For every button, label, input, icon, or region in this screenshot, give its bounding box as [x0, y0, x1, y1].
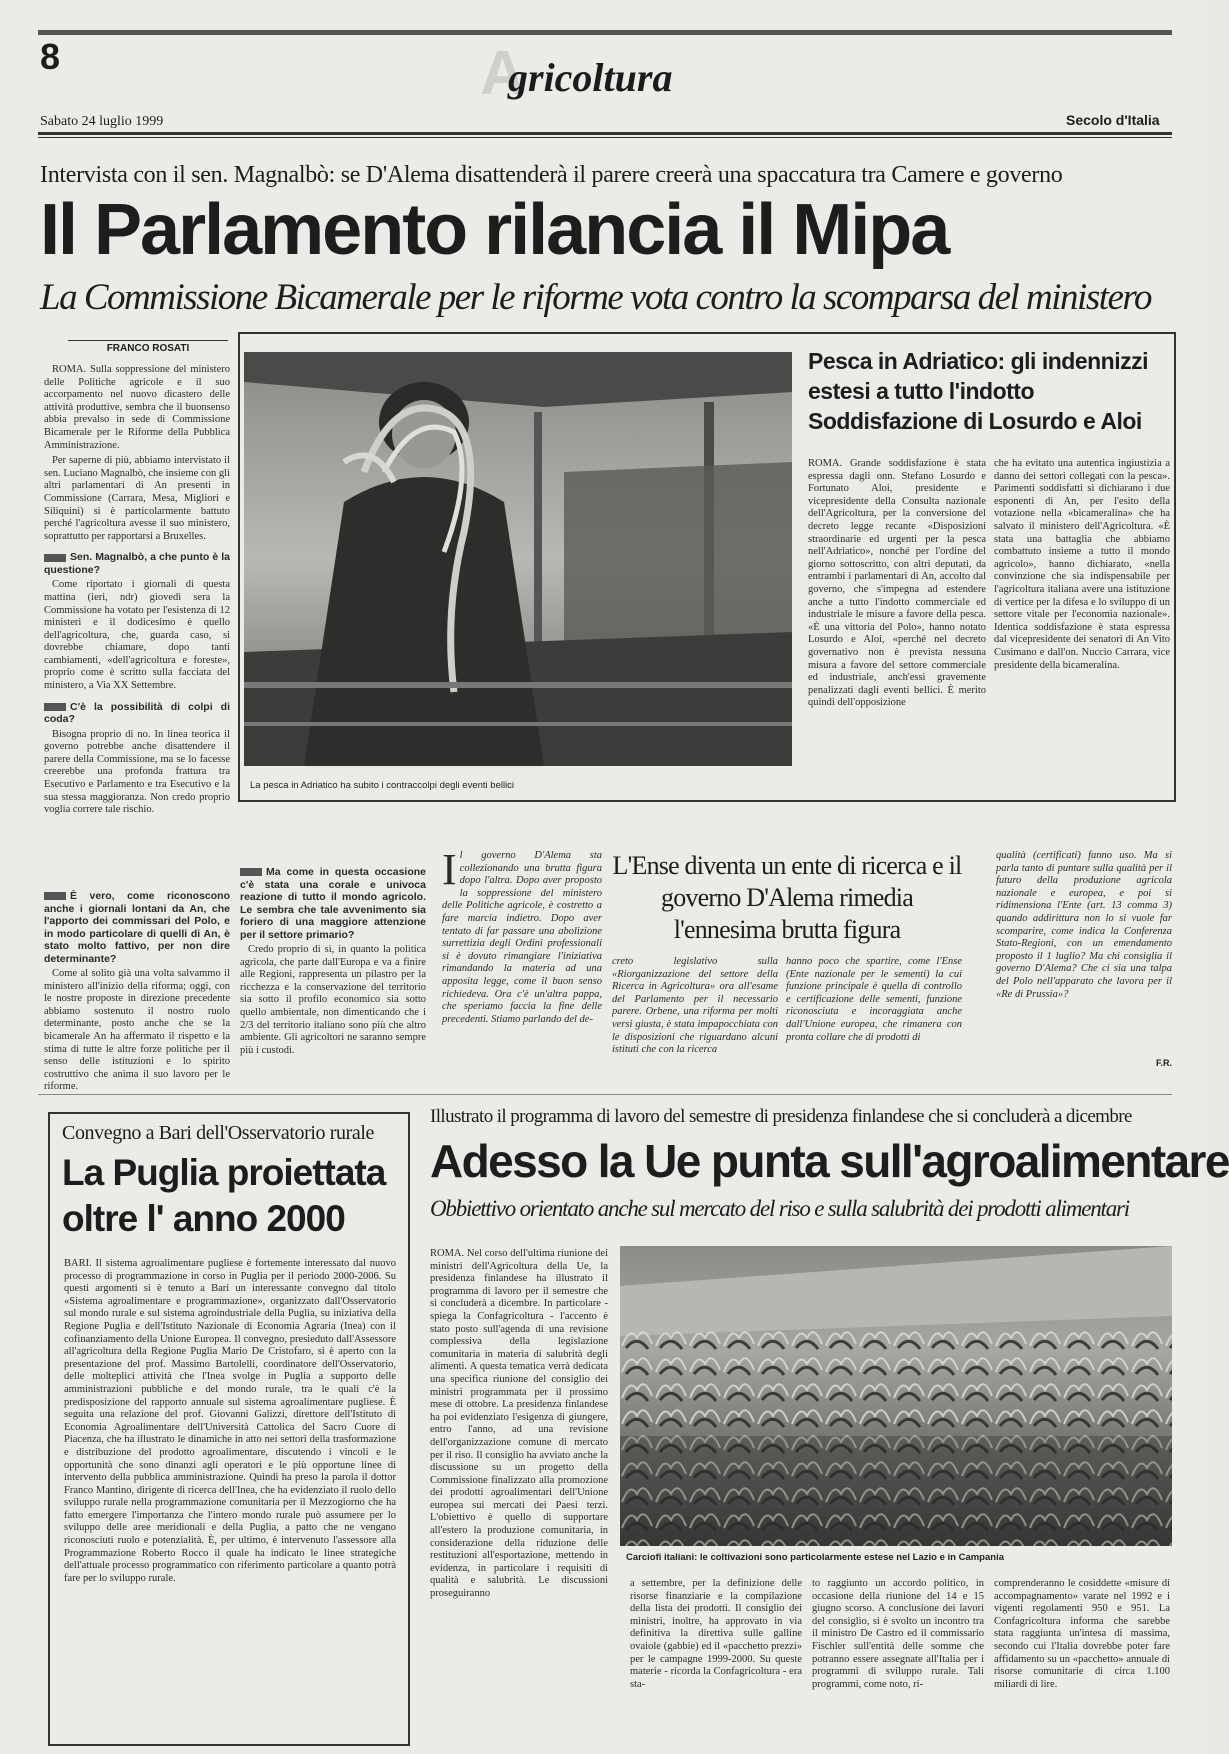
interview-column-3	[240, 836, 426, 1082]
ense-column-3: hanno poco che spartire, come l'Ense (Ente nazionale per le sementi) la cui funzione principale è quella di controllo e certificazione delle sementi, funzione riconosciuta e incoraggiata anche dall'Unione europea, che rimanera con pronta collare che di prodotti di	[786, 956, 962, 1043]
interview-intro: ROMA. Sulla soppressione del ministero delle Politiche agricole e il suo accorpamento nel nuovo dicastero delle attività produttive, sembra che il buonsenso abbia prevalso in sede di Commissione Bicamerale per le Riforme della Pubblica Amministrazione.	[44, 364, 230, 451]
question-3	[44, 890, 230, 965]
ue-column-2: a settembre, per la definizione delle risorse finanziarie e la compilazione della lista dei prodotti. Il consiglio dei ministri, inoltre, ha approvato in via definitiva la direttiva sulle galline ovaiole (gabbie) ed il «pacchetto prezzi» per le campagne 1999-2000. Su queste materie - ricorda la Confagricoltura - era sta-	[630, 1578, 802, 1690]
interview-column-1	[44, 364, 230, 824]
ense-headline: L'Ense diventa un ente di ricerca e il governo D'Alema rimedia l'ennesima brutta figura	[612, 851, 962, 944]
interview-column-2	[44, 890, 230, 1093]
lead-subhead: La Commissione Bicamerale per le riforme vota contro la scomparsa del ministero	[40, 277, 1151, 318]
photo-caption-fishing: La pesca in Adriatico ha subito i contraccolpi degli eventi bellici	[250, 780, 515, 791]
ense-column-4: qualità (certificati) fanno uso. Ma si parla tanto di puntare sulla qualità per il futuro della produzione agricola nazionale e europea, e poi si ridimensiona l'Ente (art. 13 comma 3) quando addirittura non lo si vuole far scomparire, come indica la Conferenza Stato-Regioni, con un emendamento proposto il 1 luglio? Ma chi consiglia il governo D'Alema? Che ci sia una talpa del Polo nell'apparato che lavora per il «Re di Prussia»?	[996, 850, 1172, 1000]
question-1	[44, 551, 230, 576]
byline: FRANCO ROSATI	[106, 343, 190, 354]
question-marker	[240, 868, 262, 876]
ense-column-2: creto legislativo sulla «Riorganizzazione del settore della Ricerca in Agricoltura» ora all'esame del Parlamento per il necessario parere. Orbene, una riforma per molti versi giusta, è stata impapocchiata con le disposizioni che riguardano alcuni istituti che con la ricerca	[612, 956, 778, 1056]
lead-kicker: Intervista con il sen. Magnalbò: se D'Alema disattenderà il parere creerà una spaccatura tra Camere e governo	[40, 162, 1063, 188]
section-divider	[38, 1094, 1172, 1095]
byline-rule	[68, 340, 228, 341]
ue-column-1: ROMA. Nel corso dell'ultima riunione dei ministri dell'Agricoltura della Ue, la presidenza finlandese ha illustrato il programma di lavoro per il semestre che si concluderà a dicembre. In particolare - spiega la Confagricoltura - l'accento è stato posto sull'agenda di una revisione complessiva della legislazione comunitaria in materia di salubrità degli alimenti. A questa tematica verrà dedicata una specifica riunione del consiglio dei ministri programmata per il prossimo mese di ottobre. La presidenza finlandese ha poi evidenziato l'esigenza di giungere, entro l'anno, ad una revisione dell'organizzazione comune di mercato per il riso. Il consiglio ha avviato anche la discussione su un progetto della Commissione finalizzato alla promozione dei prodotti agroalimentari dell'Unione europea sui mercati dei Paesi terzi. L'obiettivo è quello di supportare all'estero la produzione comunitaria, in considerazione della riduzione delle restituzioni all'esportazione, mettendo in evidenza, in particolare i requisiti di qualità e salubrità. Le discussioni proseguiranno	[430, 1248, 608, 1600]
box-headline: Pesca in Adriatico: gli indennizzi estesi a tutto l'indotto Soddisfazione di Losurdo e Aloi	[808, 348, 1148, 434]
box-column-2: che ha evitato una autentica ingiustizia a danno dei settori collegati con la pesca». Parimenti soddisfatti si dichiarano i due esponenti di An, per l'esito della votazione nella «bicameralina» che ha salvato il ministero dell'Agricoltura. «È stata una battaglia che abbiamo combattuto insieme a tutto il mondo agricolo», hanno dichiarato, «nella convinzione che sia indispensabile per l'agricoltura italiana avere una istituzione di vertice per la difesa e lo sviluppo di un settore vitale per l'economia nazionale». Identica soddisfazione è stata espressa dal vicepresidente dei senatori di An Vito Cusimano e dall'on. Nuccio Carrara, vice presidente della bicameralina.	[994, 458, 1170, 671]
ue-kicker: Illustrato il programma di lavoro del semestre di presidenza finlandese che si concluderà a dicembre	[430, 1106, 1132, 1127]
ue-headline: Adesso la Ue punta sull'agroalimentare	[430, 1135, 1229, 1187]
box-column-1: ROMA. Grande soddisfazione è stata espressa dagli onn. Stefano Losurdo e Fortunato Aloi, presidente e vicepresidente della Consulta nazionale dell'Agricoltura, per la conversione del decreto legge recante «Disposizioni straordinarie ed urgenti per la pesca nell'Adriatico», nonché per l'ordine del giorno sottoscritto, con altri deputati, da entrambi i parlamentari di An, accolto dal governo, che s'impegna ad estendere anche a tutto l'indotto commerciale ed industriale le misure a favore della pesca. «È una vittoria del Polo», hanno notato Losurdo e Aloi, «perché nel decreto governativo non è prevista nessuna misura a favore del settore commerciale ed industriale, anch'essi gravemente penalizzati dagli eventi bellici. È merito quindi dell'opposizione	[808, 458, 986, 709]
lead-headline: Il Parlamento rilancia il Mipa	[40, 190, 949, 270]
ense-column-1	[442, 845, 602, 1074]
fisherman-image	[244, 352, 792, 766]
ue-subhead: Obbiettivo orientato anche sul mercato del riso e sulla salubrità dei prodotti alimentari	[430, 1196, 1129, 1221]
question-2	[44, 701, 230, 726]
fishing-photo	[244, 352, 792, 766]
puglia-body: BARI. Il sistema agroalimentare pugliese è fortemente interessato dal nuovo processo di programmazione in corso in Puglia per il periodo 2000-2006. Su questi argomenti si è tenuto a Bari un interessante convegno dal titolo «Sistema agroalimentare e programmazione», organizzato dall'Osservatorio sul mondo rurale e sul sistema agroindustriale della Puglia, su iniziativa della Regione Puglia e dell'Istituto Nazionale di Economia Agraria (Inea) con il cofinanziamento della Unione Europea. Il convegno, presieduto dall'Assessore all'agricoltura della Regione Puglia Mario De Cristofaro, si è aperto con la presentazione del prof. Massimo Bartolelli, coordinatore dell'Osservatorio, delle molteplici attività che l'Inea svolge in Puglia a supporto delle amministrazioni pubbliche e del mondo rurale, tra le quali c'è la predisposizione del rapporto annuale sul sistema agroalimentare pugliese. È seguita una relazione del prof. Giovanni Galizzi, direttore dell'Istituto di Economia Agroalimentare dell'Università Cattolica del Sacro Cuore di Piacenza, che ha illustrato le dinamiche in atto nei settori della trasformazione e distribuzione del prodotto agroalimentare, discutendo i vincoli e le opportunità che sono dinanzi agli operatori e le più opportune linee di intervento della pubblica amministrazione. Quindi ha preso la parola il dottor Franco Mantino, dirigente di ricerca dell'Inea, che ha evidenziato il ruolo dello sviluppo rurale nella programmazione comunitaria per il Mezzogiorno che ha fatto emergere l'importanza che l'intero mondo rurale può assumere per lo sviluppo delle aree meridionali e della Puglia, a patto che ne vengano riconosciuti ruolo e potenzialità. È, per ultimo, è intervenuto l'assessore alla Programmazione Roberto Rocco il quale ha indicato le linee strategiche dell'attuale processo programmatico con riferimento particolare a quanto potrà fare per lo sviluppo rurale.	[64, 1258, 396, 1584]
section-initial: A	[480, 39, 525, 108]
question-marker	[44, 892, 66, 900]
ense-column-1-text: l governo D'Alema sta collezionando una brutta figura dopo l'altra. Dopo aver proposto la soppressione del ministero delle Politiche agricole, è costretto a fare marcia indietro. Dopo aver tentato di far passare una abolizione surrettizia degli Ordini professionali si è dovuto rimangiare l'iniziativa rimandando la materia ad una apposita legge, come il buon senso richiedeva. Ora c'è un'altra pappa, che speriamo faccia la fine delle precedenti. Stiamo parlando del de-	[442, 850, 602, 1025]
question-marker	[44, 703, 66, 711]
issue-date: Sabato 24 luglio 1999	[40, 114, 164, 129]
question-4-text: Ma come in questa occasione c'è stata una corale e univoca reazione di tutto il mondo agricolo. Le sembra che tale avvenimento sia foriero di una maggiore attenzione per il settore primario?	[240, 866, 426, 941]
question-marker	[44, 554, 66, 562]
section-masthead	[480, 39, 730, 108]
page-number: 8	[40, 36, 61, 77]
answer-2: Bisogna proprio di no. In linea teorica il governo potrebbe anche disattendere il parere della Commissione, ma se lo facesse creerebbe una profonda frattura tra Esecutivo e Parlamento e tra Esecutivo e la sua stessa maggioranza. Non credo proprio voglia correre tale rischio.	[44, 728, 230, 816]
artichoke-field-image	[620, 1246, 1172, 1546]
answer-3: Come al solito già una volta salvammo il ministero all'inizio della riforma; oggi, con le nostre proposte in direzione precedente abbiamo sostenuto il nostro ruolo determinante, posto anche che se la bicamerale An ha affermato il rispetto e la stima di tutte le altre forze politiche per il senso delle istituzioni e lo spirito costruttivo che anima il suo lavoro per le riforme.	[44, 968, 230, 1093]
ue-column-4: comprenderanno le cosiddette «misure di accompagnamento» varate nel 1992 e i vigenti regolamenti 950 e 951. La Confagricoltura informa che sarebbe stata raggiunta un'intesa di massima, secondo cui l'Italia dovrebbe poter fare affidamento su un «pacchetto» annuale di risorse comunitarie di circa 1.100 miliardi di lire.	[994, 1578, 1170, 1690]
header-rule-thin	[38, 137, 1172, 138]
artichoke-photo	[620, 1246, 1172, 1546]
question-4	[240, 866, 426, 941]
question-2-text: C'è la possibilità di colpi di coda?	[44, 700, 230, 726]
header-rule	[38, 132, 1172, 135]
puglia-kicker: Convegno a Bari dell'Osservatorio rurale	[62, 1122, 374, 1144]
ense-signature: F.R.	[1156, 1058, 1173, 1068]
ense-drop-cap: I	[442, 845, 457, 894]
photo-caption-artichokes: Carciofi italiani: le coltivazioni sono particolarmente estese nel Lazio e in Campania	[626, 1552, 1004, 1563]
question-1-text: Sen. Magnalbò, a che punto è la questione?	[44, 551, 230, 576]
ue-column-3: to raggiunto un accordo politico, in occasione della riunione del 14 e 15 giugno scorso. A conclusione dei lavori del consiglio, si è svolto un incontro tra il ministro De Castro ed il commissario Fischler sull'entità delle somme che potranno essere assegnate all'Italia per i programmi di sviluppo rurale. Tali programmi, come noto, ri-	[812, 1578, 984, 1690]
section-title: gricoltura	[508, 55, 673, 100]
newspaper-name: Secolo d'Italia	[1066, 112, 1160, 128]
question-3-text: È vero, come riconoscono anche i giornali lontani da An, che l'apporto dei commissari del Polo, e in modo particolare di quelli di An, è stato molto fattivo, per non dire determinante?	[44, 890, 230, 965]
interview-intro-2: Per saperne di più, abbiamo intervistato il sen. Luciano Magnalbò, che insieme con gli altri parlamentari di An presenti in Commissione (Carrara, Mesa, Migliori e Siliquini) si è particolarmente battuto perché l'agricoltura avesse il suo ministero, soprattutto per rapportarsi a Bruxelles.	[44, 455, 230, 542]
puglia-headline: La Puglia proiettata oltre l' anno 2000	[62, 1152, 386, 1239]
top-rule	[38, 30, 1172, 35]
answer-4: Credo proprio di sì, in quanto la politica agricola, che parte dall'Europa e va a finire alle Regioni, rappresenta un pilastro per la ricchezza e la conservazione del territorio sia sotto il profilo economico sia sotto quello ambientale, non dimenticando che i 2/3 del territorio italiano sono più che altro ambiente. Gli agricoltori ne saranno sempre più i custodi.	[240, 944, 426, 1056]
answer-1: Come riportato i giornali di questa mattina (ieri, ndr) giovedì sera la Commissione ha votato per l'esistenza di 12 ministeri e il dodicesimo è quello dell'agricoltura, che, guarda caso, si dovrebbe chiamare, dopo tanti cambiamenti, «dell'agricoltura e foreste», proprio come è scritto sulla facciata del ministero, a Via XX Settembre.	[44, 579, 230, 692]
